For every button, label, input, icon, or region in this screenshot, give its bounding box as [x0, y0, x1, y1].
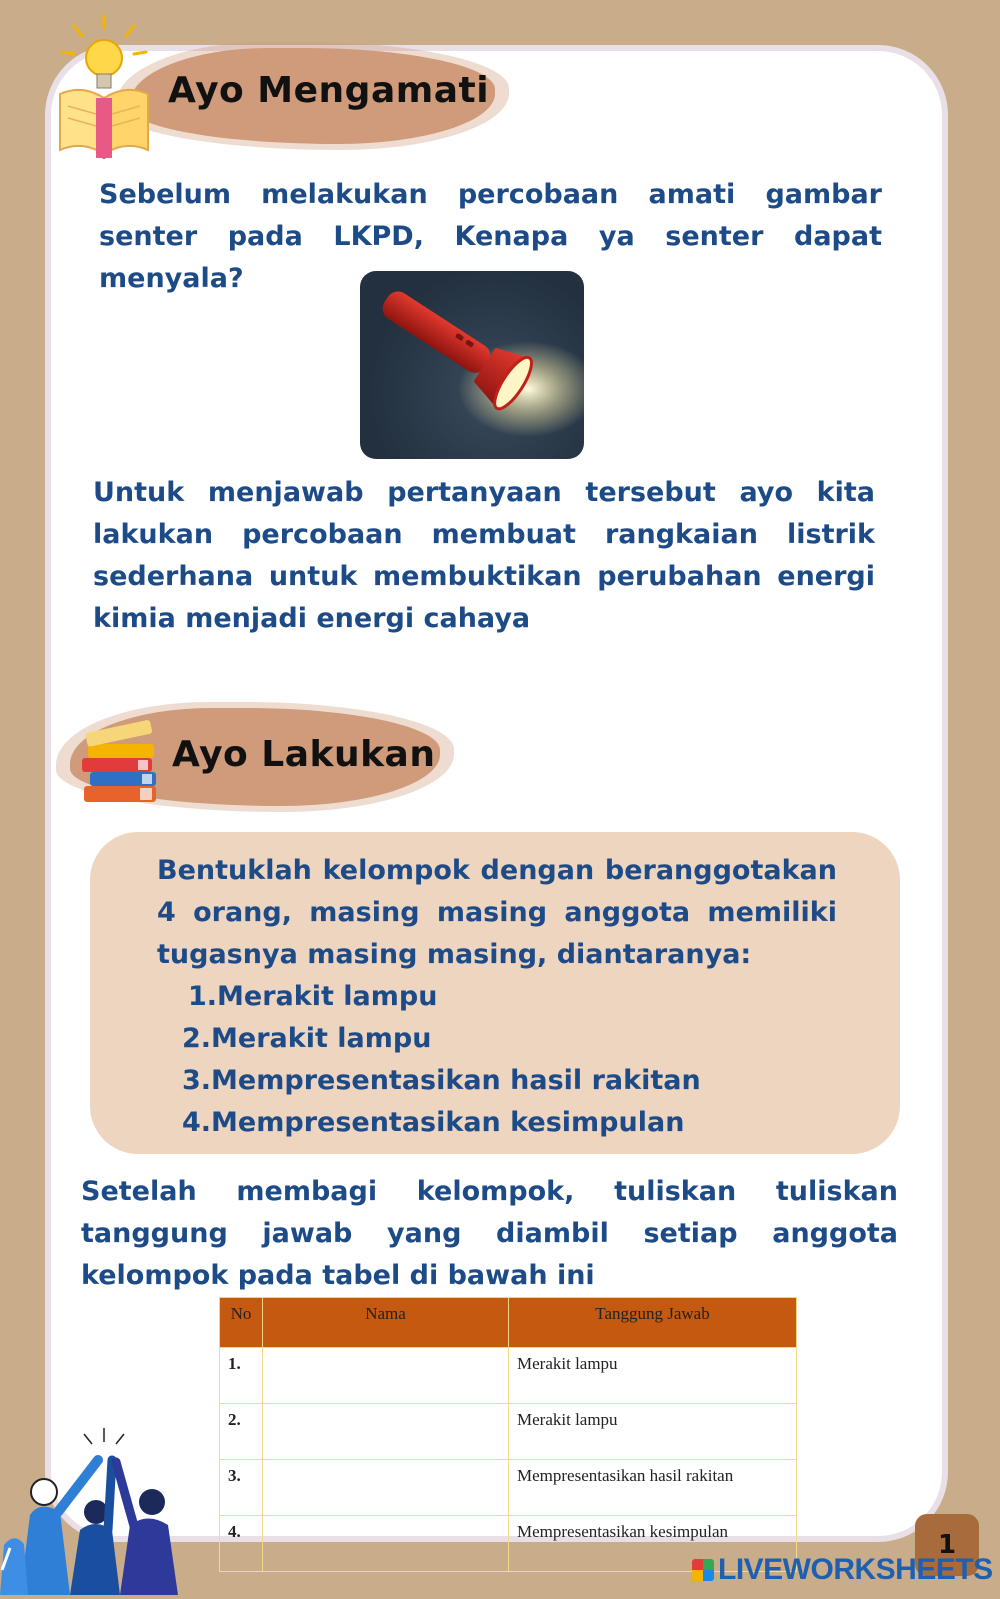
- lightbulb-book-icon: [52, 14, 157, 159]
- group-instructions-bubble: [90, 832, 900, 1154]
- page-number-badge: 1: [915, 1514, 979, 1576]
- row-number: 4.: [220, 1516, 263, 1572]
- task-item: 4.Mempresentasikan kesimpulan: [182, 1107, 685, 1138]
- team-illustration: [0, 1420, 195, 1595]
- section-title-ayo-lakukan: Ayo Lakukan: [172, 734, 436, 775]
- table-row: [220, 1348, 797, 1404]
- responsibility-cell: Merakit lampu: [509, 1404, 797, 1460]
- liveworksheets-mark-icon: [692, 1559, 714, 1581]
- name-cell[interactable]: [263, 1460, 509, 1516]
- table-row: [220, 1404, 797, 1460]
- section-title-ayo-mengamati: Ayo Mengamati: [168, 70, 490, 111]
- column-header-no: No: [220, 1298, 263, 1348]
- column-header-nama: Nama: [263, 1298, 509, 1348]
- table-row: [220, 1460, 797, 1516]
- row-number: 2.: [220, 1404, 263, 1460]
- task-item: 3.Mempresentasikan hasil rakitan: [182, 1065, 701, 1096]
- group-intro-text: Bentuklah kelompok dengan beranggotakan 4 orang, masing masing anggota memiliki tugasnya masing masing, diantaranya:: [157, 855, 837, 970]
- table-header-row: [220, 1298, 797, 1348]
- task-item: 2.Merakit lampu: [182, 1023, 432, 1054]
- liveworksheets-logo: LIVEWORKSHEETS: [692, 1553, 993, 1587]
- row-number: 3.: [220, 1460, 263, 1516]
- responsibility-cell: Mempresentasikan hasil rakitan: [509, 1460, 797, 1516]
- table-instruction: Setelah membagi kelompok, tuliskan tuliskan tanggung jawab yang diambil setiap anggota kelompok pada tabel di bawah ini: [81, 1176, 898, 1291]
- book-stack-icon: [80, 718, 162, 806]
- name-cell[interactable]: [263, 1516, 509, 1572]
- name-cell[interactable]: [263, 1348, 509, 1404]
- instruction-paragraph: Untuk menjawab pertanyaan tersebut ayo kita lakukan percobaan membuat rangkaian listrik sederhana untuk membuktikan perubahan energi kimia menjadi energi cahaya: [93, 477, 875, 634]
- responsibility-table: [219, 1297, 797, 1572]
- responsibility-cell: Merakit lampu: [509, 1348, 797, 1404]
- observation-question: Sebelum melakukan percobaan amati gambar senter pada LKPD, Kenapa ya senter dapat menyala?: [99, 179, 882, 294]
- name-cell[interactable]: [263, 1404, 509, 1460]
- flashlight-image: [360, 271, 584, 459]
- task-item: 1.Merakit lampu: [188, 981, 438, 1012]
- row-number: 1.: [220, 1348, 263, 1404]
- responsibility-cell: Mempresentasikan kesimpulan: [509, 1516, 797, 1572]
- column-header-tanggung-jawab: Tanggung Jawab: [509, 1298, 797, 1348]
